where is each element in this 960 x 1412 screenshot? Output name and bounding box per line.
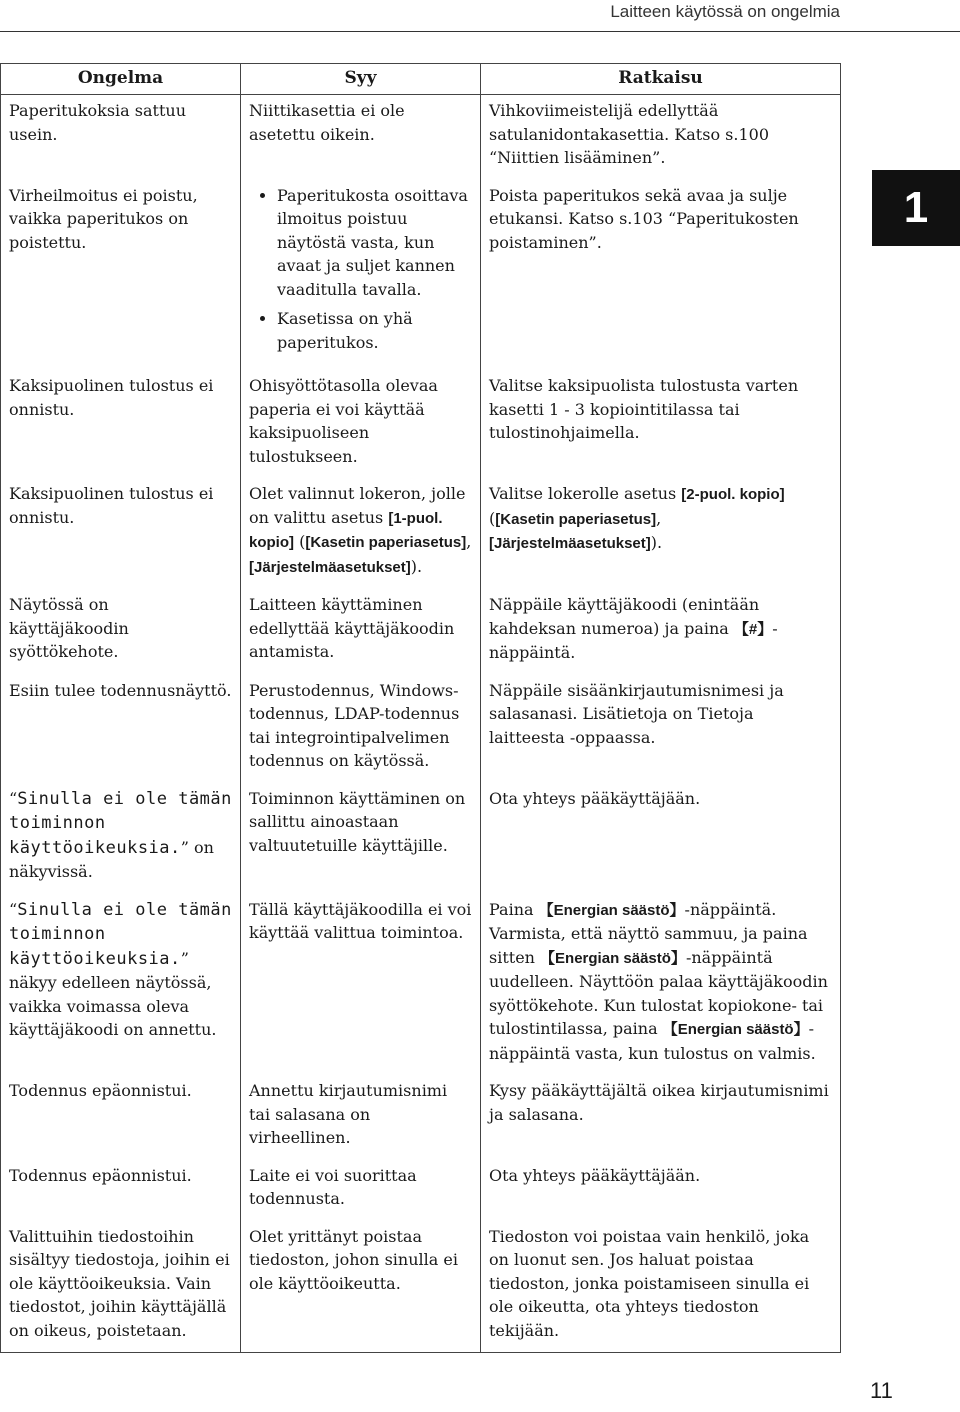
page-number: 11 — [870, 1378, 893, 1403]
problem-cell: Paperitukoksia sattuu usein. — [1, 95, 241, 180]
cause-cell — [241, 478, 481, 589]
cause-bullet: • Paperitukosta osoittava ilmoitus poistuu näytöstä vasta, kun avaat ja suljet kannen vaaditulla tavalla. — [277, 184, 472, 302]
problem-cell — [1, 894, 241, 1076]
setting-keyword: [Järjestelmäasetukset] — [489, 535, 651, 552]
cause-bullet-list — [249, 184, 472, 355]
solution-cell: Ota yhteys pääkäyttäjään. — [481, 783, 841, 894]
problem-cell: Näytössä on käyttäjäkoodin syöttökehote. — [1, 589, 241, 675]
solution-cell: Vihkoviimeistelijä edellyttää satulanidontakasettia. Katso s.100 “Niittien lisääminen”. — [481, 95, 841, 180]
solution-cell — [481, 478, 841, 589]
setting-keyword: [Kasetin paperiasetus] — [495, 510, 657, 528]
hash-key-label: 【#】 — [733, 620, 773, 638]
cause-cell: Tällä käyttäjäkoodilla ei voi käyttää valittua toimintoa. — [241, 894, 481, 1076]
solution-text: ). — [650, 533, 663, 552]
problem-cell: Todennus epäonnistui. — [1, 1160, 241, 1221]
setting-keyword: [1-puol. kopio] — [249, 509, 443, 551]
header-rule — [0, 31, 960, 32]
problem-text: ” näkyy edelleen näytössä, vaikka voimassa oleva käyttäjäkoodi on annettu. — [9, 948, 217, 1039]
table-row — [1, 95, 841, 180]
solution-text: -näppäintä. Varmista, että näyttö sammuu, ja paina sitten — [489, 899, 808, 967]
table-row — [1, 180, 841, 371]
table-row — [1, 1075, 841, 1160]
solution-text: ( — [489, 508, 496, 528]
column-header-cause: Syy — [241, 64, 481, 95]
table-row — [1, 589, 841, 675]
table-row — [1, 478, 841, 589]
energy-saver-key-label: 【Energian säästö】 — [538, 901, 685, 919]
running-header-title: Laitteen käytössä on ongelmia — [610, 2, 840, 21]
setting-keyword: [Järjestelmäasetukset] — [249, 558, 411, 576]
cause-cell: Laitteen käyttäminen edellyttää käyttäjäkoodin antamista. — [241, 589, 481, 675]
solution-text: -näppäintä uudelleen. Näyttöön palaa käyttäjäkoodin syöttökehote. Kun tulostat kopiokone- tai tulostintilassa, paina — [489, 947, 828, 1038]
problem-cell — [1, 783, 241, 894]
setting-keyword: [Kasetin paperiasetus] — [305, 534, 467, 551]
cause-cell: Olet yrittänyt poistaa tiedoston, johon sinulla ei ole käyttöoikeutta. — [241, 1221, 481, 1353]
cause-text: ( — [294, 532, 306, 551]
problem-cell: Kaksipuolinen tulostus ei onnistu. — [1, 478, 241, 589]
cause-cell: Ohisyöttötasolla olevaa paperia ei voi käyttää kaksipuoliseen tulostukseen. — [241, 370, 481, 478]
cause-cell: Perustodennus, Windows-todennus, LDAP-todennus tai integrointipalvelimen todennus on käytössä. — [241, 675, 481, 783]
solution-cell: Poista paperitukos sekä avaa ja sulje etukansi. Katso s.103 “Paperitukosten poistaminen”. — [481, 180, 841, 371]
solution-text: Paina — [489, 899, 539, 919]
solution-text: -näppäintä vasta, kun tulostus on valmis. — [489, 1019, 816, 1063]
cause-cell: Annettu kirjautumisnimi tai salasana on virheellinen. — [241, 1075, 481, 1160]
cause-cell: Laite ei voi suorittaa todennusta. — [241, 1160, 481, 1221]
column-header-solution: Ratkaisu — [481, 64, 841, 95]
solution-cell: Ota yhteys pääkäyttäjään. — [481, 1160, 841, 1221]
cause-bullet: • Kasetissa on yhä paperitukos. — [277, 307, 472, 354]
troubleshooting-table — [0, 63, 841, 1353]
table-row — [1, 894, 841, 1076]
table-row — [1, 675, 841, 783]
problem-cell: Valittuihin tiedostoihin sisältyy tiedostoja, joihin ei ole käyttöoikeuksia. Vain tiedostot, joihin käyttäjällä on oikeus, poistetaan. — [1, 1221, 241, 1353]
problem-cell: Todennus epäonnistui. — [1, 1075, 241, 1160]
cause-cell: Toiminnon käyttäminen on sallittu ainoastaan valtuutetuille käyttäjille. — [241, 783, 481, 894]
cause-text: , — [466, 532, 472, 551]
solution-text: Valitse lokerolle asetus — [489, 484, 682, 503]
problem-cell: Kaksipuolinen tulostus ei onnistu. — [1, 370, 241, 478]
problem-text: ” on näkyvissä. — [9, 837, 214, 881]
energy-saver-key-label: 【Energian säästö】 — [540, 949, 686, 967]
problem-text: “ — [9, 899, 18, 919]
display-message: Sinulla ei ole tämän toiminnon käyttöoikeuksia. — [9, 788, 232, 858]
solution-cell — [481, 894, 841, 1076]
running-header — [0, 0, 960, 34]
cause-cell — [241, 180, 481, 371]
chapter-tab: 1 — [872, 170, 960, 246]
table-row — [1, 1160, 841, 1221]
table-row — [1, 1221, 841, 1353]
column-header-problem: Ongelma — [1, 64, 241, 95]
display-message: Sinulla ei ole tämän toiminnon käyttöoikeuksia. — [9, 899, 232, 969]
problem-text: “ — [9, 788, 18, 808]
solution-cell: Valitse kaksipuolista tulostusta varten kasetti 1 - 3 kopiointitilassa tai tulostinohjaimella. — [481, 370, 841, 478]
cause-text: ). — [410, 556, 423, 576]
solution-text: Näppäile käyttäjäkoodi (enintään kahdeksan numeroa) ja paina — [489, 595, 760, 638]
problem-cell: Virheilmoitus ei poistu, vaikka paperitukos on poistettu. — [1, 180, 241, 371]
setting-keyword: [2-puol. kopio] — [681, 486, 785, 503]
solution-text: -näppäintä. — [489, 618, 778, 662]
solution-cell: Näppäile sisäänkirjautumisnimesi ja salasanasi. Lisätietoja on Tietoja laitteesta -oppaassa. — [481, 675, 841, 783]
solution-cell — [481, 589, 841, 675]
energy-saver-key-label: 【Energian säästö】 — [662, 1021, 809, 1038]
solution-text: , — [656, 508, 662, 528]
cause-text: Olet valinnut lokeron, jolle on valittu asetus — [249, 484, 466, 527]
solution-cell: Kysy pääkäyttäjältä oikea kirjautumisnimi ja salasana. — [481, 1075, 841, 1160]
table-header-row — [1, 64, 841, 95]
solution-cell: Tiedoston voi poistaa vain henkilö, joka on luonut sen. Jos haluat poistaa tiedoston, jonka poistamiseen sinulla ei ole oikeutta, ota yhteys tiedoston tekijään. — [481, 1221, 841, 1353]
table-row — [1, 783, 841, 894]
problem-cell: Esiin tulee todennusnäyttö. — [1, 675, 241, 783]
cause-cell: Niittikasettia ei ole asetettu oikein. — [241, 95, 481, 180]
table-row — [1, 370, 841, 478]
